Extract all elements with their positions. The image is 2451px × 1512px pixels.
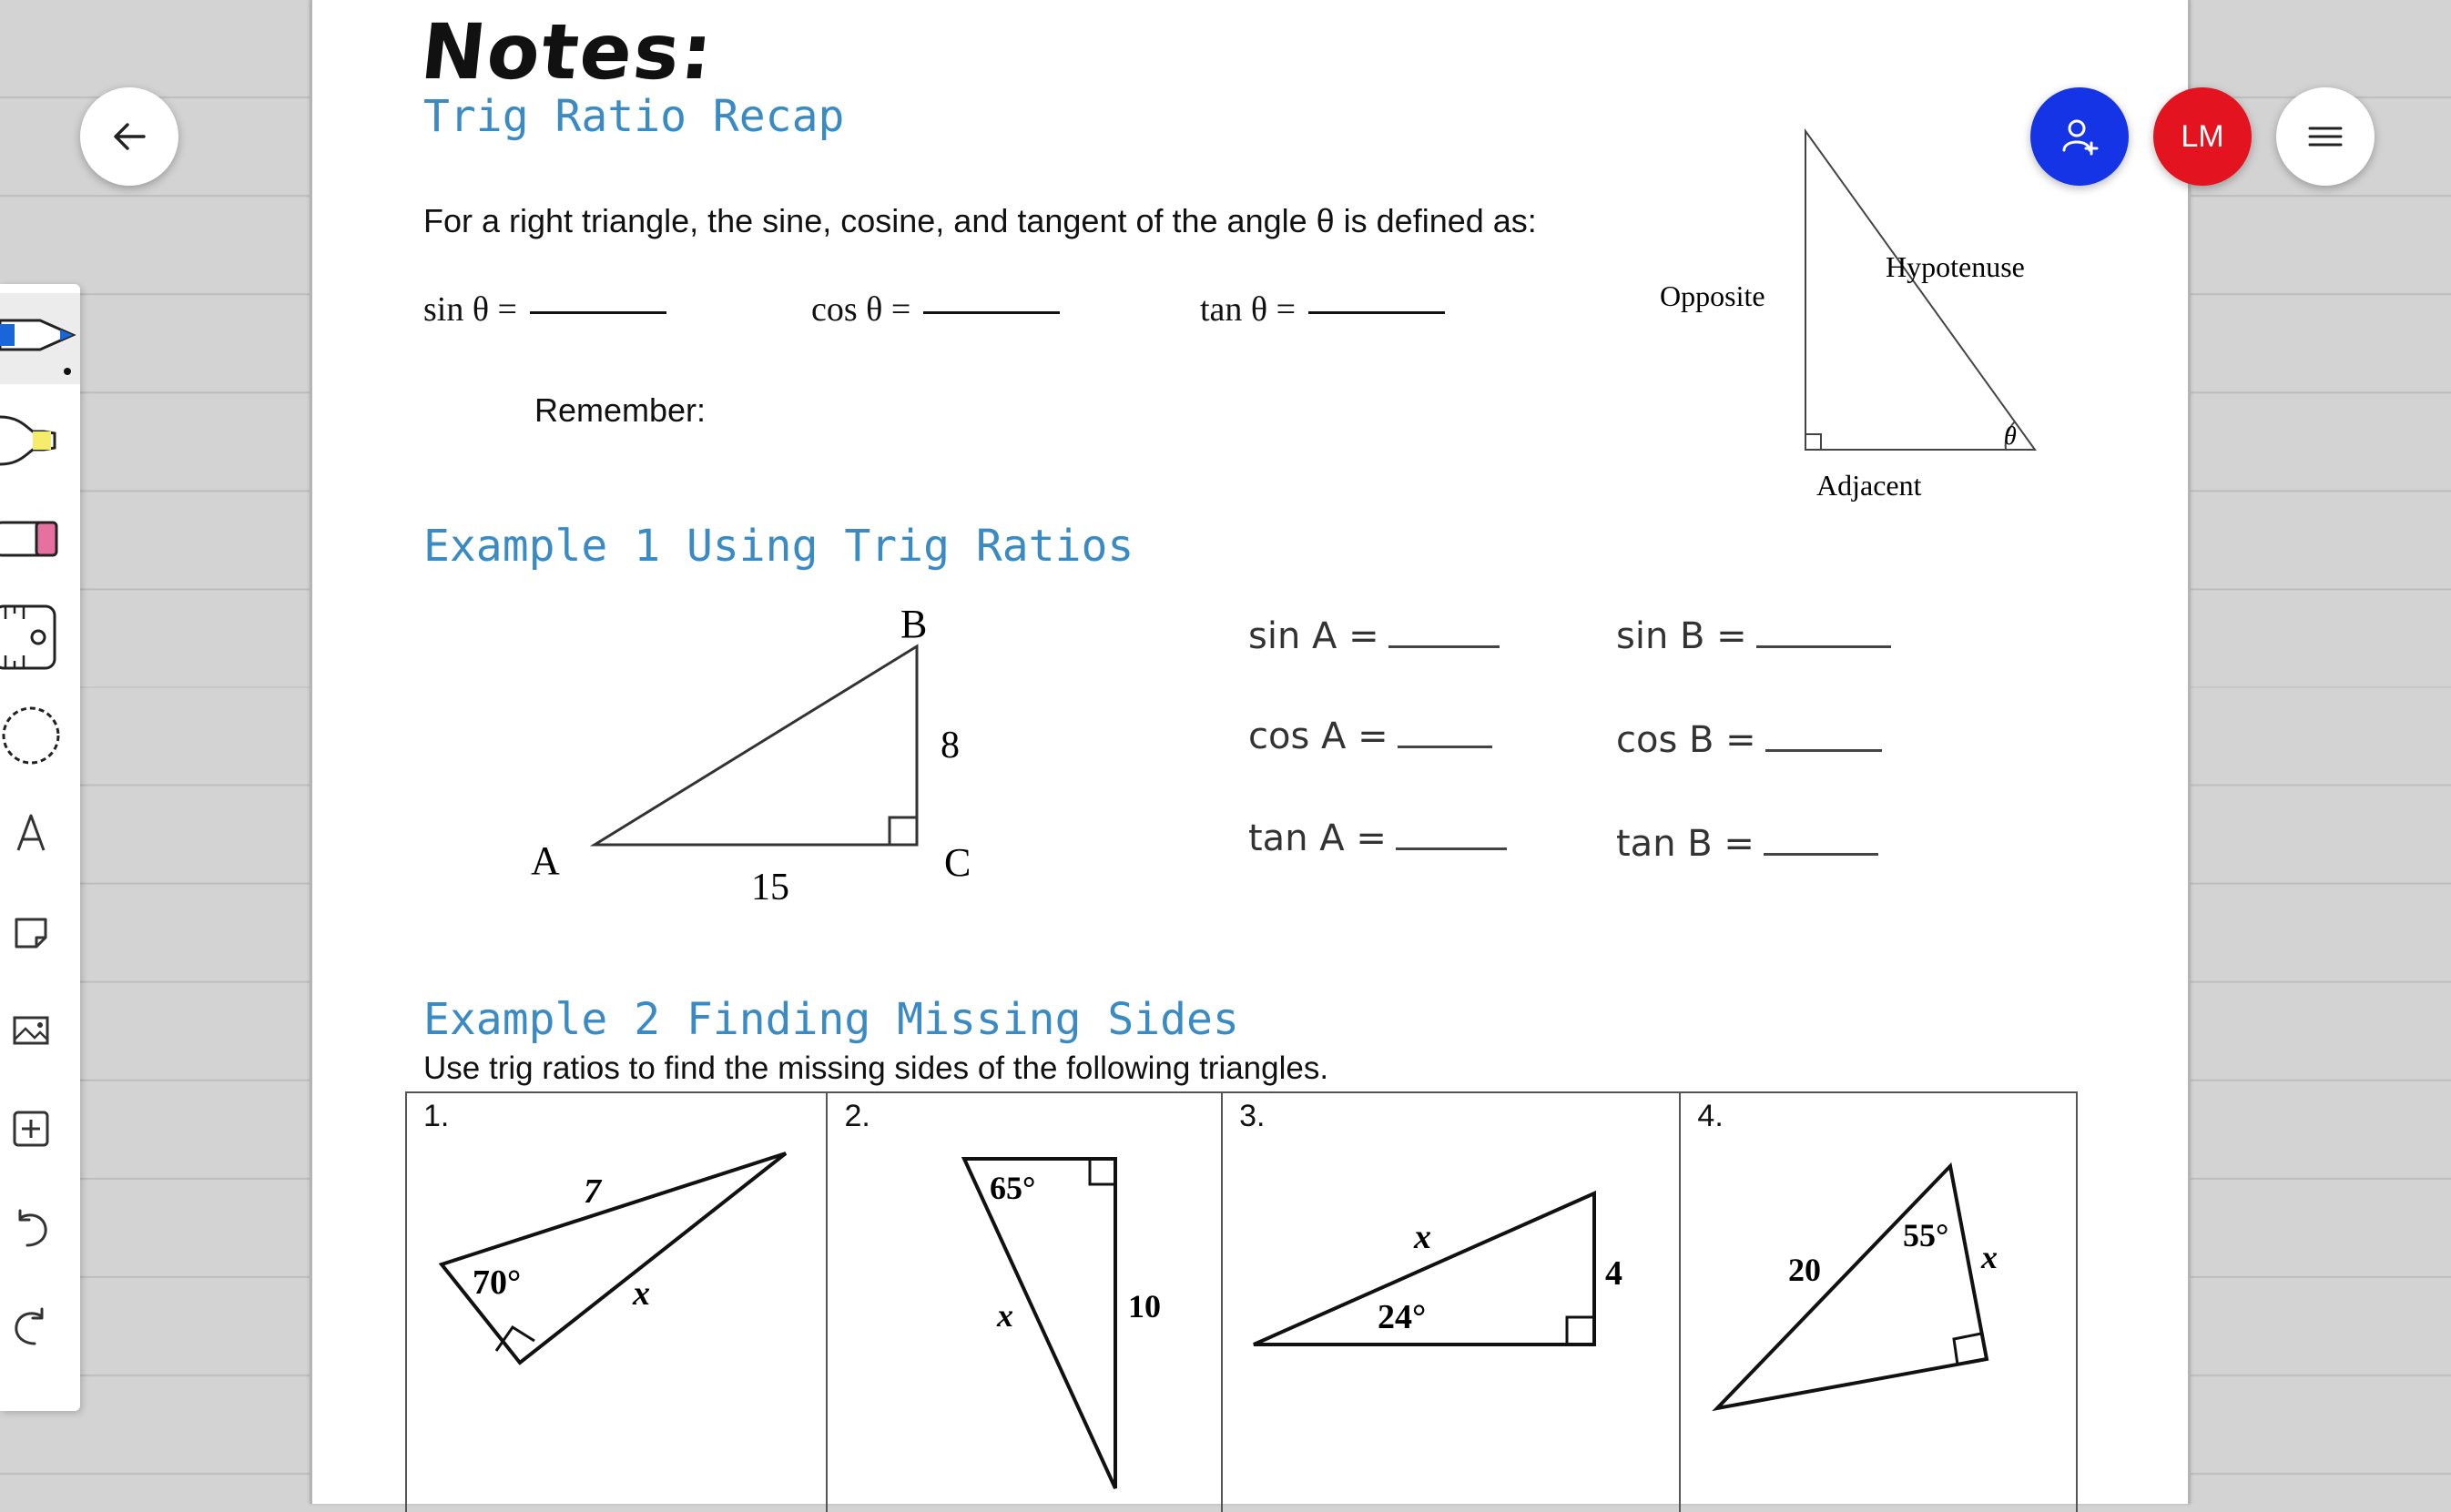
add-icon — [0, 1083, 80, 1174]
theta-label: θ — [2004, 422, 2017, 451]
sin-b-blank: sin B = — [1616, 615, 1891, 657]
arrow-left-icon — [109, 117, 149, 157]
tan-b-blank: tan B = — [1616, 823, 1878, 865]
tan-theta-blank: tan θ = — [1200, 289, 1445, 330]
vertex-a-label: A — [531, 838, 560, 883]
sticky-note-tool[interactable] — [0, 887, 80, 978]
undo-button[interactable] — [0, 1182, 80, 1273]
cos-a-blank: cos A = — [1248, 715, 1492, 757]
vertex-b-label: B — [900, 602, 928, 646]
ruler-icon — [0, 592, 80, 683]
tool-palette — [0, 284, 80, 1411]
problem-1-angle: 70° — [473, 1263, 522, 1302]
problem-3-angle: 24° — [1378, 1298, 1427, 1336]
problem-2 — [828, 1093, 1223, 1512]
note-page[interactable] — [310, 0, 2191, 1504]
problem-4-unknown: x — [1981, 1239, 1998, 1275]
problem-3-triangle — [1223, 1093, 1678, 1512]
redo-icon — [0, 1280, 80, 1371]
problem-3-unknown: x — [1414, 1218, 1432, 1256]
example2-instruction: Use trig ratios to find the missing sides of the following triangles. — [423, 1050, 1329, 1086]
section-title-example1: Example 1 Using Trig Ratios — [423, 521, 1134, 572]
problem-4 — [1681, 1093, 2076, 1512]
image-tool[interactable] — [0, 985, 80, 1076]
hypotenuse-label: Hypotenuse — [1886, 250, 2025, 283]
problem-4-side: 20 — [1788, 1252, 1822, 1288]
back-button[interactable] — [80, 87, 178, 186]
ruler-tool[interactable] — [0, 592, 80, 683]
problem-number: 4. — [1697, 1099, 1724, 1133]
problem-1-side: 7 — [584, 1172, 601, 1211]
text-tool[interactable] — [0, 788, 80, 879]
problem-number: 2. — [844, 1099, 870, 1133]
problem-1 — [407, 1093, 828, 1512]
problem-number: 1. — [423, 1099, 450, 1133]
problem-2-unknown: x — [997, 1297, 1014, 1334]
reference-triangle-diagram — [1660, 109, 2079, 519]
sin-a-blank: sin A = — [1248, 615, 1500, 657]
invite-button[interactable] — [2030, 87, 2129, 186]
sin-theta-blank: sin θ = — [423, 289, 666, 330]
opposite-label: Opposite — [1660, 279, 1765, 312]
definition-text: For a right triangle, the sine, cosine, and tangent of the angle θ is defined as: — [423, 202, 1537, 239]
problem-3-side: 4 — [1605, 1254, 1623, 1293]
add-person-icon — [2059, 116, 2100, 157]
problem-2-angle: 65° — [990, 1170, 1036, 1206]
section-title-example2: Example 2 Finding Missing Sides — [423, 994, 1239, 1045]
image-icon — [0, 985, 80, 1076]
problem-3 — [1223, 1093, 1681, 1512]
cos-b-blank: cos B = — [1616, 719, 1882, 761]
problem-number: 3. — [1239, 1099, 1266, 1133]
example1-triangle — [513, 592, 986, 919]
eraser-tool[interactable] — [0, 493, 80, 584]
pen-tool[interactable] — [0, 293, 80, 384]
sticky-note-icon — [0, 887, 80, 978]
side-ac-label: 15 — [751, 867, 789, 908]
menu-button[interactable] — [2276, 87, 2375, 186]
user-avatar[interactable] — [2153, 87, 2252, 186]
add-tool[interactable] — [0, 1083, 80, 1174]
vertex-c-label: C — [944, 840, 971, 885]
highlighter-tool[interactable] — [0, 395, 80, 486]
undo-icon — [0, 1182, 80, 1273]
problem-1-unknown: x — [633, 1274, 650, 1313]
highlighter-icon — [0, 395, 80, 486]
side-bc-label: 8 — [941, 725, 960, 766]
eraser-icon — [0, 493, 80, 584]
pen-icon — [0, 293, 80, 384]
adjacent-label: Adjacent — [1816, 469, 1922, 502]
remember-label: Remember: — [534, 391, 707, 429]
problem-4-triangle — [1681, 1093, 2074, 1512]
section-title-trig-recap: Trig Ratio Recap — [423, 91, 845, 142]
redo-button[interactable] — [0, 1280, 80, 1371]
lasso-tool[interactable] — [0, 690, 80, 781]
problem-4-angle: 55° — [1903, 1217, 1949, 1253]
hamburger-icon — [2306, 117, 2344, 156]
problem-2-side: 10 — [1128, 1288, 1162, 1324]
problem-2-triangle — [828, 1093, 1219, 1512]
user-initials: LM — [2181, 118, 2224, 154]
tan-a-blank: tan A = — [1248, 817, 1507, 859]
notes-title: Notes: — [416, 7, 718, 96]
problem-grid — [405, 1091, 2078, 1512]
problem-1-triangle — [407, 1093, 826, 1512]
text-icon — [0, 788, 80, 879]
lasso-icon — [0, 690, 80, 781]
cos-theta-blank: cos θ = — [811, 289, 1060, 330]
